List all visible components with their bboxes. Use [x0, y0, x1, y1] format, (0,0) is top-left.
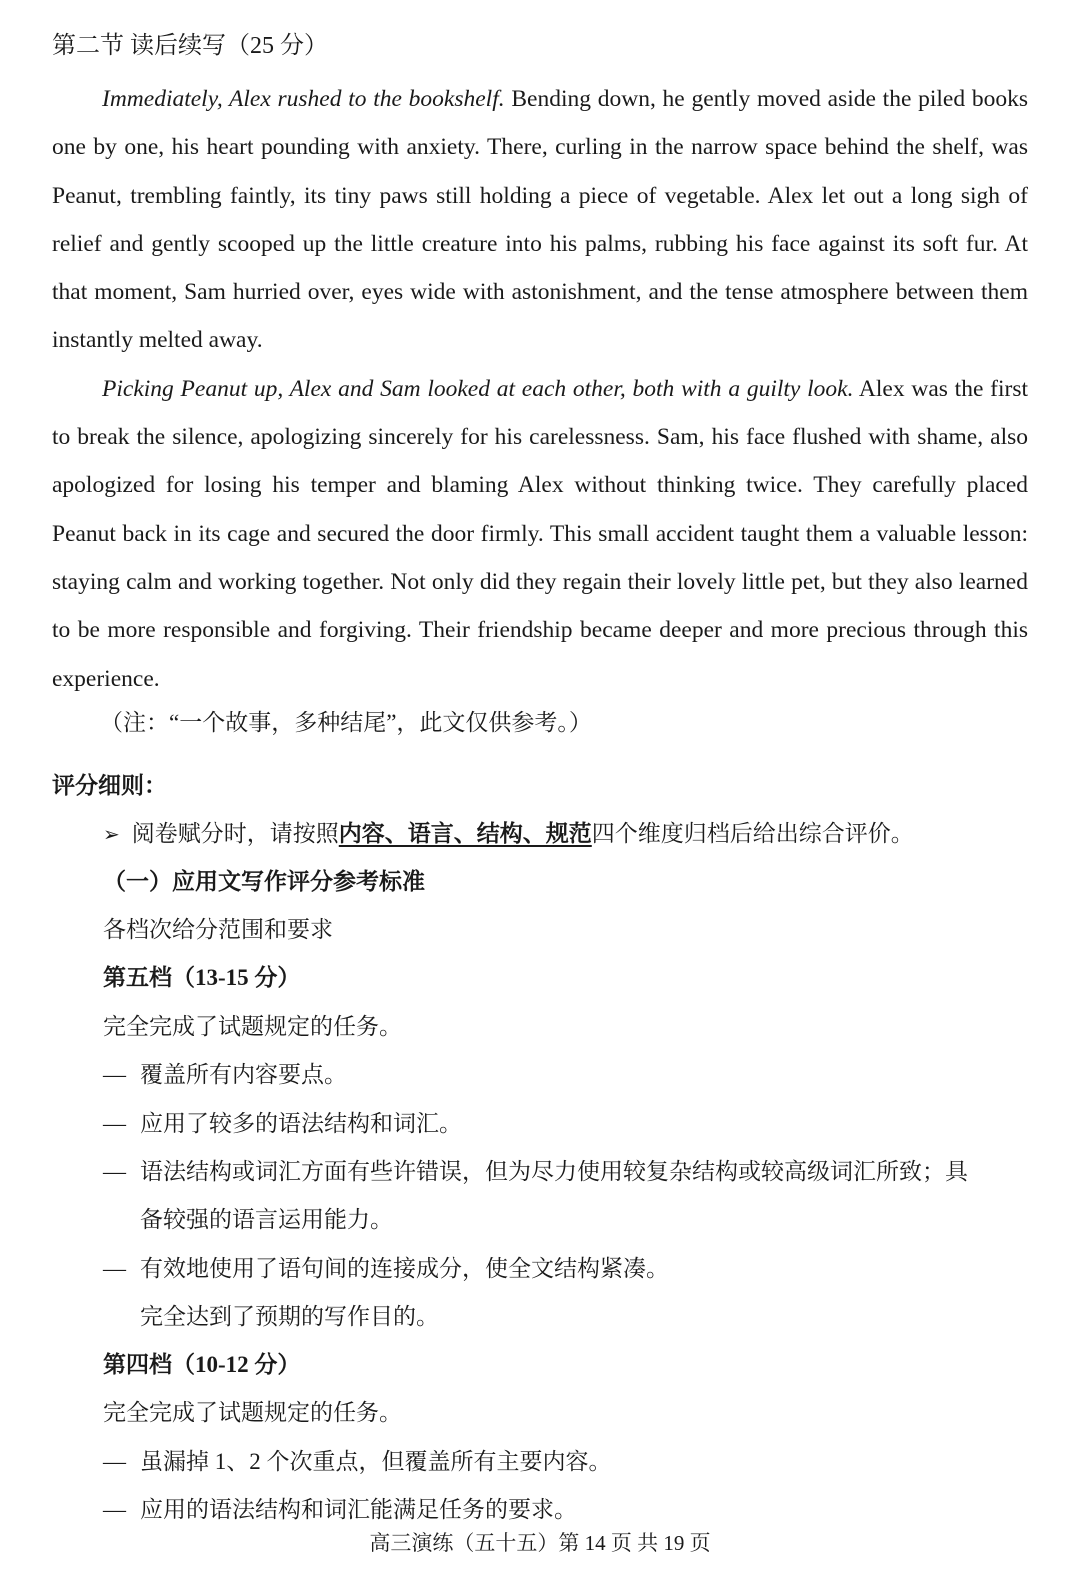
essay-paragraph-1: [52, 75, 1028, 365]
paragraph-2-lead: Picking Peanut up, Alex and Sam looked at each other, both with a guilty look.: [102, 375, 854, 402]
rubric-heading: 评分细则：: [52, 773, 167, 798]
dash-bullet: —: [103, 1497, 126, 1522]
dash-bullet: —: [103, 1159, 126, 1184]
arrow-bullet-icon: ➢: [103, 824, 120, 846]
list-item-text: 应用了较多的语法结构和词汇。: [140, 1111, 462, 1136]
paragraph-2-body: Alex was the first to break the silence, apologizing sincerely for his carelessness. Sam, his face flushed with shame, also apologized for losing his temper and blaming Alex without thinking twice. They carefully placed Peanut back in its cage and secured the door firmly. This small accident taught them a valuable lesson: staying calm and working together. Not only did they regain their lovely little pet, but they also learned to be more responsible and forgiving. Their friendship became deeper and more precious through this experience.: [52, 375, 1028, 692]
rubric-intro: 各档次给分范围和要求: [103, 917, 333, 942]
dash-bullet: —: [103, 1062, 126, 1087]
list-item-text: 覆盖所有内容要点。: [140, 1062, 347, 1087]
essay-note: （注：“一个故事，多种结尾”，此文仅供参考。）: [100, 710, 592, 735]
instruction-suffix: 四个维度归档后给出综合评价。: [591, 821, 914, 846]
list-item-text: 有效地使用了语句间的连接成分，使全文结构紧凑。: [140, 1256, 669, 1281]
list-item-continuation: 备较强的语言运用能力。: [140, 1207, 393, 1232]
tier-5-summary: 完全完成了试题规定的任务。: [103, 1014, 402, 1039]
instruction-prefix: 阅卷赋分时，请按照: [131, 821, 339, 846]
rubric-sub-heading: （一）应用文写作评分参考标准: [103, 869, 425, 894]
tier-4-summary: 完全完成了试题规定的任务。: [103, 1400, 402, 1425]
list-item-conclusion: 完全达到了预期的写作目的。: [140, 1304, 439, 1329]
list-item-text: 应用的语法结构和词汇能满足任务的要求。: [140, 1497, 577, 1522]
sample-essay: [52, 75, 1028, 703]
dash-bullet: —: [103, 1256, 126, 1281]
instruction-dimensions: 内容、语言、结构、规范: [338, 821, 592, 846]
section-title: 第二节 读后续写（25 分）: [52, 33, 328, 59]
list-item-text: 语法结构或词汇方面有些许错误，但为尽力使用较复杂结构或较高级词汇所致；具: [140, 1159, 968, 1184]
dash-bullet: —: [103, 1449, 126, 1474]
tier-4-title: 第四档（10-12 分）: [103, 1352, 301, 1377]
tier-5-title: 第五档（13-15 分）: [103, 965, 301, 990]
grading-instruction: [103, 814, 914, 855]
paragraph-1-body: Bending down, he gently moved aside the piled books one by one, his heart pounding with anxiety. There, curling in the narrow space behind the shelf, was Peanut, trembling faintly, its tiny paws still holding a piece of vegetable. Alex let out a long sigh of relief and gently scooped up the little creature into his palms, rubbing his face against its soft fur. At that moment, Sam hurried over, eyes wide with astonishment, and the tense atmosphere between them instantly melted away.: [52, 86, 1028, 354]
essay-paragraph-2: [52, 365, 1028, 703]
dash-bullet: —: [103, 1111, 126, 1136]
page-footer: 高三演练（五十五）第 14 页 共 19 页: [369, 1531, 711, 1555]
list-item-text: 虽漏掉 1、2 个次重点，但覆盖所有主要内容。: [140, 1449, 612, 1474]
paragraph-1-lead: Immediately, Alex rushed to the bookshelf.: [102, 86, 505, 112]
